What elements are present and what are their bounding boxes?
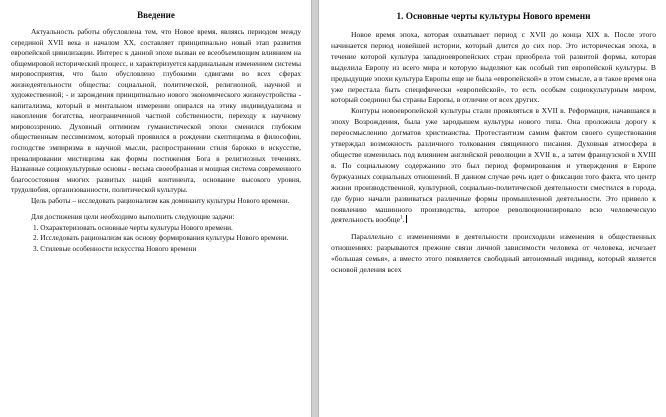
page-gutter: [311, 0, 319, 417]
parallel-paragraph: Параллельно с изменениями в деятельности происходили изменения в общественных отношениях: разрываются прежние связи личной зависимости человека от человека, исчезает «большая семья», а вместо этого появляется свободный автономный индивид, который является основой деления всех: [331, 232, 656, 275]
task-item-2: 2. Исследовать рационализм как основу формирования культуры Нового времени.: [33, 233, 289, 243]
introduction-heading: Введение: [137, 10, 175, 20]
document-page-left[interactable]: [0, 0, 311, 417]
new-era-paragraph: Новое время эпоха, которая охватывает период с XVII до конца XIX в. После этого начинается период новейшей истории, который длится до сих пор. Это историческая эпоха, в течение которой культура западноевропейских стран приобрела той развитой формы, которая выделила Европу из всего мира и которую выделяют как особый тип европейской культуры. В предыдущие эпохи культура Европы еще не была «европейской» в этом смысле, а в такое время она уже пересталa быть специфически «европейской», то есть особым социокультурным миром, который соединил бы страны Европы, в отличие от всех других.: [331, 30, 656, 105]
contours-text: Контуры новоевропейской культуры стали проявляться в XVII в. Реформация, начавшаяся в эпоху Возрождения, была уже зародышем культуры нового типа. Она проложила дорогу к переосмыслению догматов христианства. Протестантизм самим фактом своего существования утверждал возможность различного толкования священного писания. Духовная атмосфера в обществе изменилась под влиянием английской революции в XVII в., а затем французской в XVIII в. По социальному содержанию это был период формирования и утверждения в Европе буржуазных социальных отношений. В данном случае речь идет о фиксации того факта, что центр жизни производственной, культурной, социально-политической деятельности сместился в города, где бурно начали развиваться различные формы промышленной деятельности. Это привело к появлению машинного производства, которое революционизировало всю человеческую деятельность вообще: [331, 106, 656, 225]
relevance-paragraph: Актуальность работы обусловлена тем, что Новое время, являясь периодом между серединой XVII века и началом XX, составляет принципиально новый этап развития европейской цивилизации. Интерес к данной эпохе вызван ее всеобъемлющим влиянием на общемировой исторический процесс, и характеризуется кардинальным изменением системы мировосприятия, что было обусловлено глубокими сдвигами во всех сферах жизнедеятельности общества: социальной, политической, религиозной, научной и художественной; - и зарождения принципиально нового экономического жизнеустройства - капитализма, который в ментальном измерении опирался на этику индивидуализма и накопления богатства, неограниченной частной собственности, переходу к научному мировоззрению. Духовный оптимизм гуманистической эпохи сменился глубоким общественным пессимизмом, который проявился в рождении скептицизма в философии, господстве эмпиризма в научной мысли, распространении стиля барокко в искусстве, превалировании мистицизма как формы постижения Бога в религиозных течениях. Названные социокультурные основы - весьма своеобразная и мощная система современного благосостояния многих развитых наций континента, основание высокого уровня, трудолюбия, организованности, политической культуры.: [11, 27, 301, 195]
footnote-ref: 1: [399, 215, 403, 221]
contours-paragraph: Контуры новоевропейской культуры стали проявляться в XVII в. Реформация, начавшаяся в эпоху Возрождения, была уже зародышем культуры нового типа. Она проложила дорогу к переосмыслению догматов христианства. Протестантизм самим фактом своего существования утверждал возможность различного толкования священного писания. Духовная атмосфера в обществе изменилась под влиянием английской революции в XVII в., а затем французской в XVIII в. По социальному содержанию это был период формирования и утверждения в Европе буржуазных социальных отношений. В данном случае речь идет о фиксации того факта, что центр жизни производственной, культурной, социально-политической деятельности сместился в города, где бурно начали развиваться различные формы промышленной деятельности. Это привело к появлению машинного производства, которое революционизировало всю человеческую деятельность вообще$^1$.: [331, 106, 656, 225]
text-cursor: [406, 215, 407, 223]
tasks-intro-paragraph: Для достижения цели необходимо выполнить следующие задачи:: [31, 212, 235, 222]
goal-paragraph: Цель работы – исследовать рационализм как доминанту культуры Нового времени.: [31, 195, 290, 205]
chapter-1-heading: 1. Основные черты культуры Нового времени: [396, 12, 591, 22]
document-page-right[interactable]: [319, 0, 666, 417]
task-item-3: 3. Стилевые особенности искусства Нового времени: [33, 243, 197, 253]
task-item-1: 1. Охарактеризовать основные черты культуры Нового времени.: [33, 222, 233, 232]
